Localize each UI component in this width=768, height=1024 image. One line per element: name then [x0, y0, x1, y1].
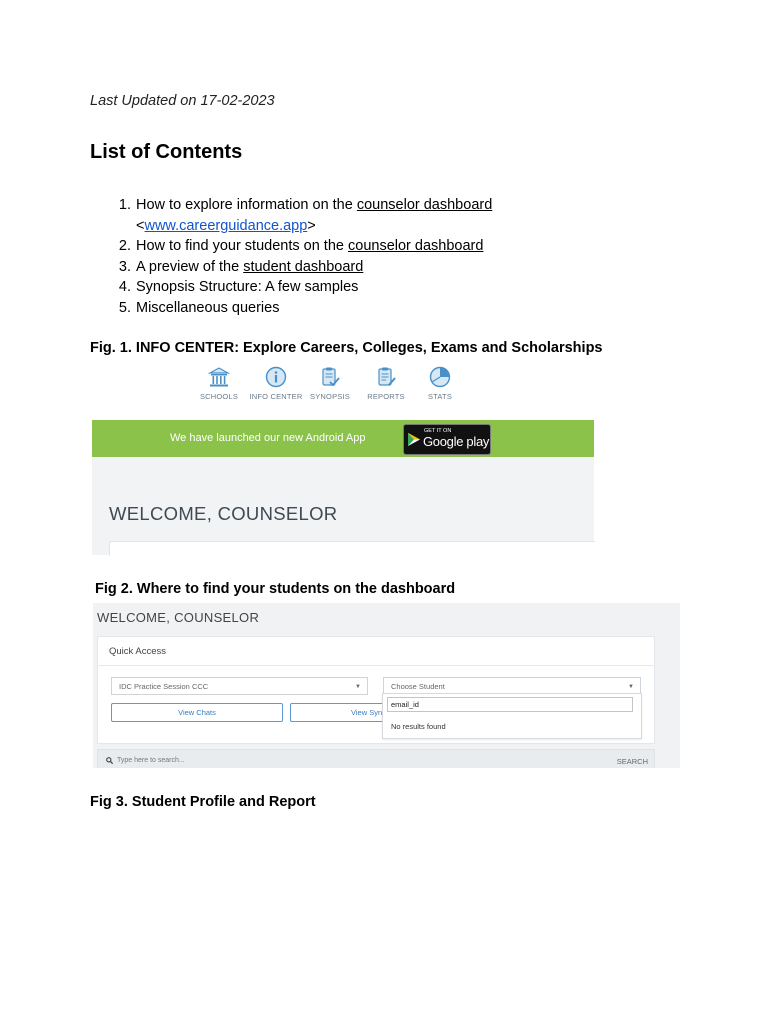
no-results-text: No results found [391, 722, 446, 731]
toc-item-1-text: How to explore information on the [136, 197, 357, 213]
chevron-down-icon: ▼ [628, 684, 634, 690]
student-dashboard-link[interactable]: student dashboard [243, 258, 364, 275]
toc-item-3 [135, 257, 655, 278]
google-play-badge[interactable] [403, 424, 491, 455]
nav-info-center[interactable] [245, 365, 307, 401]
quick-access-title: Quick Access [109, 646, 167, 657]
search-placeholder: Type here to search... [117, 757, 185, 764]
nav-synopsis-label: SYNOPSIS [310, 392, 350, 401]
google-play-icon [408, 433, 420, 446]
toc-item-1 [135, 195, 655, 236]
report-document-icon [374, 365, 398, 389]
view-synopsis-button[interactable]: View Syn [290, 703, 410, 722]
nav-reports[interactable] [355, 365, 417, 401]
fig1-dashboard-panel [92, 457, 594, 555]
counselor-dashboard-link-2[interactable]: counselor dashboard [348, 238, 484, 255]
android-app-banner [92, 420, 594, 457]
nav-info-center-label: INFO CENTER [249, 392, 303, 401]
toc-item-3-text: A preview of the [136, 258, 244, 275]
counselor-dashboard-link-1[interactable]: counselor dashboard [356, 197, 493, 213]
toc-item-5: 5. Miscellaneous queries [135, 298, 655, 319]
chevron-down-icon: ▼ [355, 684, 361, 690]
careerguidance-url-link[interactable]: www.careerguidance.app [144, 217, 308, 234]
toc-list [90, 195, 655, 319]
nav-stats-label: STATS [427, 392, 453, 401]
nav-schools[interactable] [188, 365, 250, 401]
welcome-heading-2: WELCOME, COUNSELOR [97, 610, 260, 625]
student-search-field[interactable]: email_id [387, 697, 633, 712]
toc-item-4: 4. Synopsis Structure: A few samples [135, 277, 655, 298]
angle-close: > [307, 217, 316, 234]
nav-schools-label: SCHOOLS [199, 392, 239, 401]
toc-item-2-text: How to find your students on the [136, 238, 348, 255]
info-circle-icon [264, 365, 288, 389]
dashboard-nav-bar [195, 365, 465, 405]
angle-open: < [136, 217, 145, 234]
pie-chart-icon [428, 365, 452, 389]
session-select-value: IDC Practice Session CCC [119, 682, 209, 691]
badge-get-it-on: GET IT ON [424, 428, 452, 434]
school-building-icon [207, 365, 231, 389]
badge-google-play: Google play [423, 434, 490, 449]
fig2-caption: Fig 2. Where to find your students on the dashboard [95, 581, 456, 597]
view-chats-button[interactable]: View Chats [111, 703, 283, 722]
fig1-caption: Fig. 1. INFO CENTER: Explore Careers, Colleges, Exams and Scholarships [90, 340, 603, 356]
student-search-bar[interactable] [97, 749, 655, 768]
search-button[interactable]: SEARCH [616, 757, 648, 766]
fig3-caption: Fig 3. Student Profile and Report [90, 794, 316, 810]
last-updated-text: Last Updated on 17-02-2023 [90, 93, 275, 109]
student-dropdown [382, 693, 642, 739]
student-select-value: Choose Student [391, 682, 445, 691]
session-select[interactable] [111, 677, 368, 695]
nav-stats[interactable] [409, 365, 471, 401]
toc-heading: List of Contents [90, 141, 243, 163]
search-icon [106, 757, 113, 764]
toc-item-2 [135, 236, 655, 257]
fig2-dashboard-panel [93, 603, 680, 768]
welcome-heading: WELCOME, COUNSELOR [109, 503, 338, 524]
nav-reports-label: REPORTS [367, 392, 405, 401]
clipboard-check-icon [318, 365, 342, 389]
divider [98, 665, 654, 666]
nav-synopsis[interactable] [299, 365, 361, 401]
content-card-edge [109, 541, 595, 556]
banner-text: We have launched our new Android App [170, 432, 366, 444]
